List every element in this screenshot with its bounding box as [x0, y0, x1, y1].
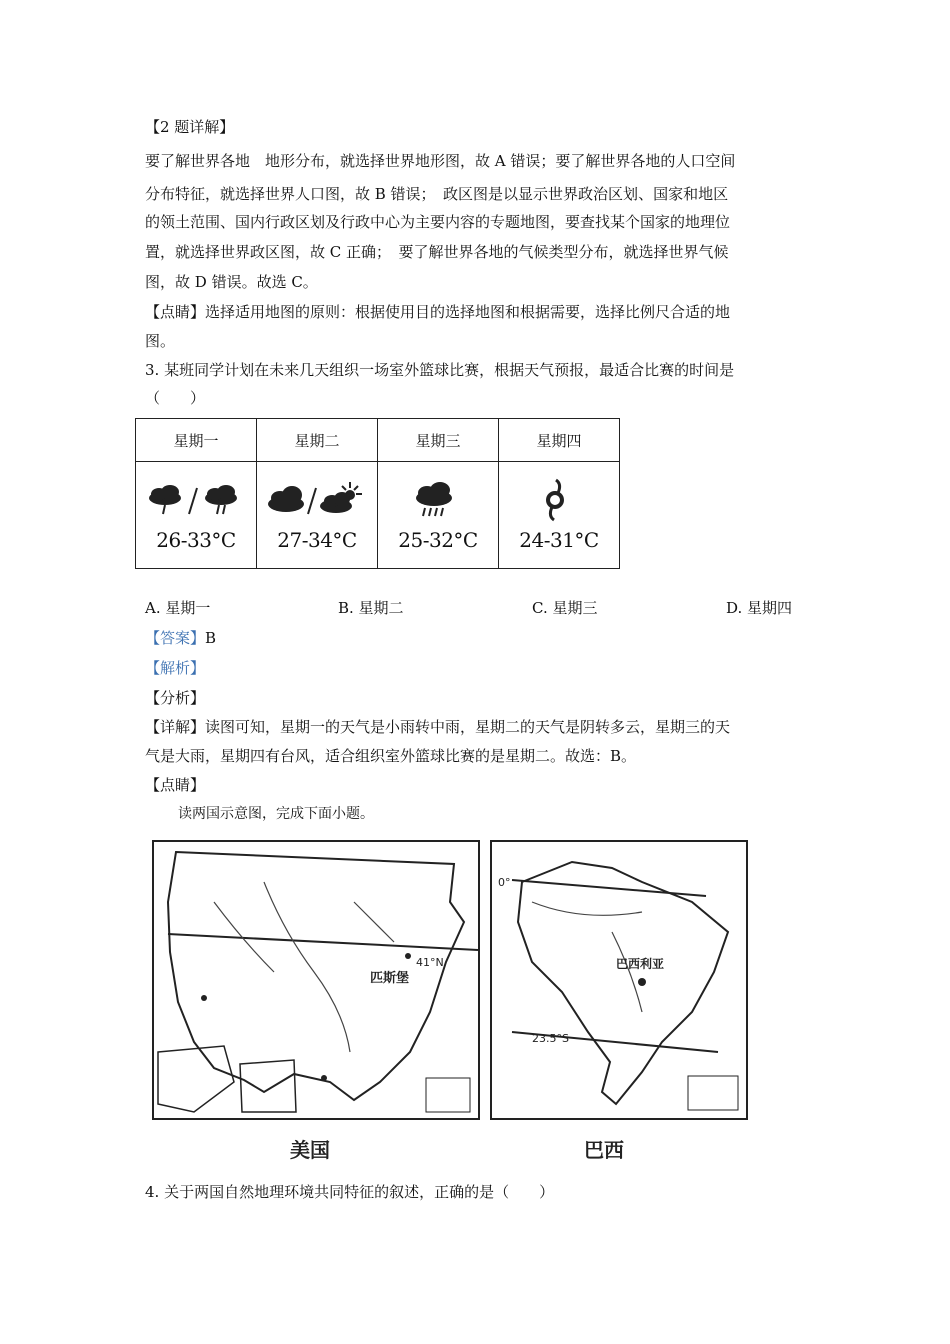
usa-map-title: 美国	[290, 1138, 330, 1162]
detail-line-1: 【详解】读图可知，星期一的天气是小雨转中雨，星期二的天气是阴转多云，星期三的天	[145, 718, 731, 736]
option-d: D. 星期四	[726, 599, 793, 617]
forecast-cell	[499, 462, 620, 569]
brazil-equator-label: 0°	[498, 876, 511, 889]
forecast-cell	[136, 462, 257, 569]
light-rain-to-moderate-rain-icon	[137, 478, 247, 522]
usa-map-drawing	[154, 842, 478, 1118]
answer-label: 【答案】	[145, 629, 206, 647]
q2-heading: 【2 题详解】	[145, 118, 235, 136]
forecast-cell	[378, 462, 499, 569]
brazil-city-label: 巴西利亚	[616, 957, 665, 971]
answer-line	[145, 628, 805, 648]
q3-stem: 3. 某班同学计划在未来几天组织一场室外篮球比赛，根据天气预报，最适合比赛的时间是	[145, 361, 735, 379]
detail-line-2: 气是大雨，星期四有台风，适合组织室外篮球比赛的是星期二。故选：B。	[145, 747, 637, 765]
q2-tip-line-1: 【点睛】选择适用地图的原则：根据使用目的选择地图和根据需要，选择比例尺合适的地	[145, 303, 731, 321]
q2-line-4: 置，就选择世界政区图，故 C 正确； 要了解世界各地的气候类型分布，就选择世界气候	[145, 243, 729, 261]
option-a: A. 星期一	[145, 599, 211, 617]
day-header: 星期二	[257, 419, 378, 462]
q2-line-5: 图，故 D 错误。故选 C。	[145, 273, 318, 291]
fenxi-label: 【分析】	[145, 689, 206, 707]
usa-city-label: 匹斯堡	[370, 971, 410, 986]
overcast-to-partly-cloudy-icon	[258, 478, 368, 522]
temperature-label: 27-34°C	[277, 528, 357, 552]
analysis-label: 【解析】	[145, 659, 206, 677]
typhoon-icon	[500, 478, 610, 522]
usa-latitude-label: 41°N	[416, 956, 444, 969]
option-b: B. 星期二	[338, 599, 404, 617]
option-c: C. 星期三	[532, 599, 598, 617]
answer-value: B	[205, 629, 217, 647]
q3-stem-paren: （ ）	[145, 389, 206, 407]
brazil-map	[490, 840, 748, 1120]
brazil-map-title: 巴西	[584, 1138, 624, 1162]
q2-tip-line-2: 图。	[145, 332, 176, 350]
brazil-tropic-label: 23.5°S	[532, 1032, 569, 1045]
heavy-rain-icon	[379, 478, 489, 522]
temperature-label: 24-31°C	[519, 528, 599, 552]
tip-label: 【点睛】	[145, 776, 206, 794]
maps-intro: 读两国示意图，完成下面小题。	[178, 806, 374, 822]
brazil-map-drawing	[492, 842, 746, 1118]
day-header: 星期一	[136, 419, 257, 462]
temperature-label: 25-32°C	[398, 528, 478, 552]
day-header: 星期四	[499, 419, 620, 462]
q4-stem: 4. 关于两国自然地理环境共同特征的叙述，正确的是（ ）	[145, 1183, 555, 1201]
day-header: 星期三	[378, 419, 499, 462]
weather-forecast-table	[135, 418, 620, 569]
temperature-label: 26-33°C	[156, 528, 236, 552]
q2-line-1: 要了解世界各地 地形分布，就选择世界地形图，故 A 错误；要了解世界各地的人口空间	[145, 152, 736, 170]
forecast-cell	[257, 462, 378, 569]
q2-line-3: 的领土范围、国内行政区划及行政中心为主要内容的专题地图，要查找某个国家的地理位	[145, 213, 731, 231]
usa-map	[152, 840, 480, 1120]
q2-line-2: 分布特征，就选择世界人口图，故 B 错误； 政区图是以显示世界政治区划、国家和地区	[145, 185, 729, 203]
